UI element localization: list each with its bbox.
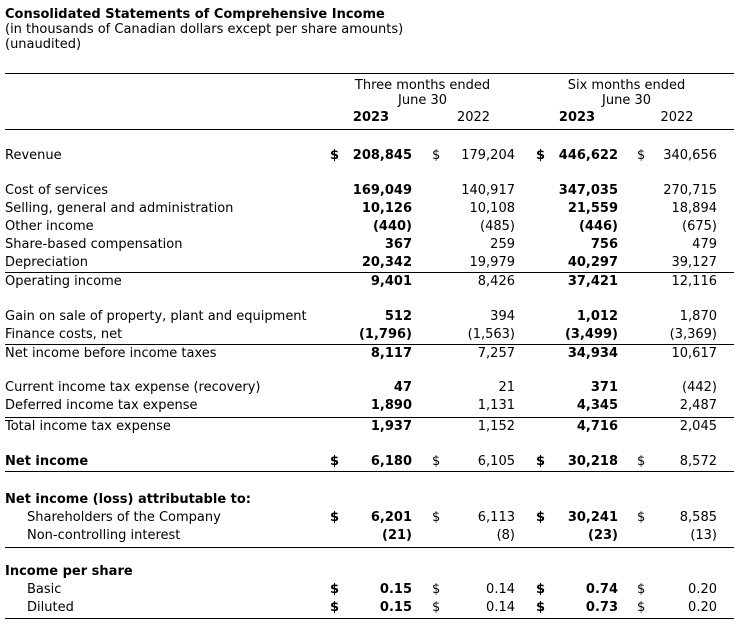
dollar-sign: $ bbox=[536, 600, 546, 615]
cell-value: 8,117 bbox=[370, 346, 412, 361]
cell-value: 208,845 bbox=[352, 148, 412, 163]
cell-value: 367 bbox=[384, 237, 412, 252]
dollar-sign: $ bbox=[637, 148, 646, 163]
row-label: Net income bbox=[5, 454, 89, 469]
six-months-date: June 30 bbox=[602, 93, 651, 108]
dollar-sign: $ bbox=[432, 454, 441, 469]
table-row bbox=[5, 200, 734, 218]
row-label: Shareholders of the Company bbox=[27, 510, 221, 525]
horizontal-rule bbox=[5, 618, 734, 619]
cell-value: 2,487 bbox=[679, 398, 717, 413]
period-group-row bbox=[5, 78, 734, 93]
cell-value: 259 bbox=[490, 237, 515, 252]
cell-value: 756 bbox=[590, 237, 618, 252]
three-months-header: Three months ended bbox=[354, 78, 491, 93]
page-title: Consolidated Statements of Comprehensive Income bbox=[5, 7, 385, 22]
table-row bbox=[5, 581, 734, 599]
cell-value: 4,716 bbox=[576, 419, 618, 434]
cell-value: 6,105 bbox=[477, 454, 515, 469]
year-header-2023: 2023 bbox=[352, 110, 390, 125]
three-months-date: June 30 bbox=[398, 93, 447, 108]
dollar-sign: $ bbox=[330, 600, 340, 615]
cell-value: 18,894 bbox=[671, 201, 717, 216]
dollar-sign: $ bbox=[330, 510, 340, 525]
table-body bbox=[5, 130, 734, 619]
cell-value: (21) bbox=[382, 528, 412, 543]
row-label: Revenue bbox=[5, 148, 62, 163]
section-header-row bbox=[5, 491, 734, 509]
cell-value: (446) bbox=[578, 219, 618, 234]
row-label: Other income bbox=[5, 219, 94, 234]
dollar-sign: $ bbox=[637, 510, 646, 525]
cell-value: 1,131 bbox=[477, 398, 515, 413]
cell-value: 37,421 bbox=[567, 274, 618, 289]
table-row bbox=[5, 236, 734, 254]
year-header-2022: 2022 bbox=[456, 110, 491, 125]
table-row bbox=[5, 397, 734, 415]
cell-value: (3,499) bbox=[564, 327, 618, 342]
cell-value: (440) bbox=[372, 219, 412, 234]
empty-cell bbox=[5, 78, 330, 93]
cell-value: (1,563) bbox=[467, 327, 515, 342]
table-row bbox=[5, 509, 734, 527]
cell-value: 140,917 bbox=[461, 183, 515, 198]
cell-value: 512 bbox=[384, 309, 412, 324]
row-label: Net income (loss) attributable to: bbox=[5, 492, 252, 507]
table-row bbox=[5, 345, 734, 363]
spacer bbox=[5, 472, 734, 491]
cell-value: 347,035 bbox=[558, 183, 618, 198]
row-label: Finance costs, net bbox=[5, 327, 123, 342]
cell-value: 0.15 bbox=[379, 582, 412, 597]
empty-cell bbox=[5, 109, 330, 127]
six-months-header: Six months ended bbox=[567, 78, 686, 93]
dollar-sign: $ bbox=[637, 582, 646, 597]
table-row bbox=[5, 308, 734, 326]
spacer bbox=[5, 291, 734, 308]
row-label: Selling, general and administration bbox=[5, 201, 234, 216]
cell-value: 21 bbox=[498, 380, 515, 395]
cell-value: 479 bbox=[692, 237, 717, 252]
row-label: Cost of services bbox=[5, 183, 109, 198]
row-label: Gain on sale of property, plant and equipment bbox=[5, 309, 307, 324]
cell-value: 34,934 bbox=[567, 346, 618, 361]
table-row bbox=[5, 599, 734, 617]
cell-value: 40,297 bbox=[567, 255, 618, 270]
row-label: Income per share bbox=[5, 564, 133, 579]
cell-value: 371 bbox=[590, 380, 618, 395]
column-spacer bbox=[515, 109, 536, 127]
cell-value: 270,715 bbox=[663, 183, 717, 198]
cell-value: (675) bbox=[682, 219, 717, 234]
row-label: Share-based compensation bbox=[5, 237, 183, 252]
cell-value: 10,108 bbox=[469, 201, 515, 216]
table-row bbox=[5, 218, 734, 236]
spacer bbox=[5, 363, 734, 379]
cell-value: 10,126 bbox=[361, 201, 412, 216]
cell-value: 1,937 bbox=[370, 419, 412, 434]
cell-value: 10,617 bbox=[671, 346, 717, 361]
cell-value: 169,049 bbox=[352, 183, 412, 198]
column-spacer bbox=[515, 93, 536, 108]
row-label: Diluted bbox=[27, 600, 74, 615]
dollar-sign: $ bbox=[330, 148, 340, 163]
table-row bbox=[5, 453, 734, 471]
cell-value: 19,979 bbox=[469, 255, 515, 270]
cell-value: (1,796) bbox=[358, 327, 412, 342]
cell-value: 1,012 bbox=[576, 309, 618, 324]
dollar-sign: $ bbox=[330, 582, 340, 597]
title-block bbox=[5, 7, 734, 52]
cell-value: 0.20 bbox=[688, 582, 717, 597]
cell-value: 0.20 bbox=[688, 600, 717, 615]
row-padding bbox=[717, 78, 734, 93]
table-row bbox=[5, 527, 734, 545]
dollar-sign: $ bbox=[432, 148, 441, 163]
cell-value: 4,345 bbox=[576, 398, 618, 413]
dollar-sign: $ bbox=[637, 454, 646, 469]
empty-cell bbox=[5, 93, 330, 108]
table-row bbox=[5, 182, 734, 200]
table-row bbox=[5, 326, 734, 344]
cell-value: 0.15 bbox=[379, 600, 412, 615]
row-label: Total income tax expense bbox=[5, 419, 171, 434]
year-header-2023: 2023 bbox=[558, 110, 596, 125]
row-label: Operating income bbox=[5, 274, 122, 289]
period-date-row bbox=[5, 93, 734, 108]
cell-value: (13) bbox=[690, 528, 717, 543]
cell-value: 21,559 bbox=[567, 201, 618, 216]
year-header-row bbox=[5, 109, 734, 127]
cell-value: 179,204 bbox=[461, 148, 515, 163]
cell-value: 39,127 bbox=[671, 255, 717, 270]
row-label: Current income tax expense (recovery) bbox=[5, 380, 261, 395]
cell-value: 30,241 bbox=[567, 510, 618, 525]
dollar-sign: $ bbox=[330, 454, 340, 469]
cell-value: 20,342 bbox=[361, 255, 412, 270]
dollar-sign: $ bbox=[536, 454, 546, 469]
row-padding bbox=[717, 109, 734, 127]
cell-value: 0.14 bbox=[486, 600, 515, 615]
dollar-sign: $ bbox=[432, 582, 441, 597]
cell-value: 446,622 bbox=[558, 148, 618, 163]
cell-value: 8,572 bbox=[679, 454, 717, 469]
row-label: Non-controlling interest bbox=[27, 528, 181, 543]
cell-value: 47 bbox=[393, 380, 412, 395]
spacer bbox=[5, 548, 734, 563]
cell-value: 340,656 bbox=[663, 148, 717, 163]
cell-value: (3,369) bbox=[669, 327, 717, 342]
dollar-sign: $ bbox=[536, 510, 546, 525]
cell-value: 2,045 bbox=[679, 419, 717, 434]
spacer bbox=[5, 436, 734, 453]
cell-value: 1,870 bbox=[679, 309, 717, 324]
cell-value: 6,113 bbox=[477, 510, 515, 525]
row-label: Deferred income tax expense bbox=[5, 398, 198, 413]
row-label: Net income before income taxes bbox=[5, 346, 217, 361]
cell-value: 6,201 bbox=[370, 510, 412, 525]
cell-value: (8) bbox=[496, 528, 515, 543]
table-row bbox=[5, 273, 734, 291]
cell-value: 0.14 bbox=[486, 582, 515, 597]
cell-value: 394 bbox=[490, 309, 515, 324]
row-label: Basic bbox=[27, 582, 62, 597]
column-spacer bbox=[412, 109, 432, 127]
cell-value: (485) bbox=[480, 219, 515, 234]
year-header-2022: 2022 bbox=[660, 110, 694, 125]
cell-value: 6,180 bbox=[370, 454, 412, 469]
dollar-sign: $ bbox=[536, 148, 546, 163]
spacer bbox=[5, 130, 734, 147]
dollar-sign: $ bbox=[637, 600, 646, 615]
spacer bbox=[5, 165, 734, 182]
column-spacer bbox=[515, 78, 536, 93]
cell-value: 12,116 bbox=[671, 274, 717, 289]
cell-value: 8,585 bbox=[679, 510, 717, 525]
table-header bbox=[5, 74, 734, 129]
table-row bbox=[5, 254, 734, 272]
cell-value: 9,401 bbox=[370, 274, 412, 289]
table-row bbox=[5, 147, 734, 165]
cell-value: 0.73 bbox=[585, 600, 618, 615]
unaudited-note: (unaudited) bbox=[5, 37, 82, 52]
dollar-sign: $ bbox=[432, 510, 441, 525]
cell-value: 1,890 bbox=[370, 398, 412, 413]
table-row bbox=[5, 418, 734, 436]
cell-value: 0.74 bbox=[585, 582, 618, 597]
dollar-sign: $ bbox=[432, 600, 441, 615]
cell-value: 30,218 bbox=[567, 454, 618, 469]
dollar-sign: $ bbox=[536, 582, 546, 597]
row-padding bbox=[717, 93, 734, 108]
cell-value: (23) bbox=[588, 528, 618, 543]
column-spacer bbox=[618, 109, 637, 127]
cell-value: 8,426 bbox=[477, 274, 515, 289]
section-header-row bbox=[5, 563, 734, 581]
page-subtitle: (in thousands of Canadian dollars except per share amounts) bbox=[5, 22, 404, 37]
cell-value: 7,257 bbox=[477, 346, 515, 361]
cell-value: (442) bbox=[682, 380, 717, 395]
row-label: Depreciation bbox=[5, 255, 88, 270]
table-row bbox=[5, 379, 734, 397]
cell-value: 1,152 bbox=[477, 419, 515, 434]
